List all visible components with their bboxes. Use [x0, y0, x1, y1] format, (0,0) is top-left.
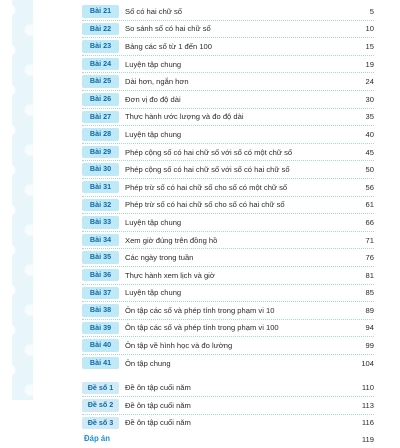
lesson-row[interactable] [82, 37, 374, 55]
lesson-row[interactable] [82, 301, 374, 319]
lesson-row-badge: Bài 27 [82, 111, 119, 124]
lesson-row-title: Dài hơn, ngắn hơn [125, 77, 189, 87]
lesson-row-badge: Bài 29 [82, 146, 119, 159]
lesson-row[interactable] [82, 266, 374, 284]
left-margin-strip [0, 0, 12, 400]
exam-list [82, 379, 374, 431]
exam-row-page: 116 [361, 418, 374, 428]
lesson-row-page: 104 [361, 358, 374, 368]
lesson-row-page: 76 [365, 253, 374, 263]
lesson-row-title: Phép trừ số có hai chữ số cho số có một chữ số [125, 182, 288, 192]
lesson-row[interactable] [82, 108, 374, 126]
lesson-row-title: Số có hai chữ số [125, 6, 183, 16]
lesson-row-title: Ôn tập về hình học và đo lường [125, 341, 233, 351]
lesson-row-page: 24 [365, 77, 374, 87]
lesson-row-title: So sánh số có hai chữ số [125, 24, 211, 34]
lesson-row-title: Phép cộng số có hai chữ số với số có hai chữ số [125, 165, 290, 175]
exam-row-badge: Đề số 3 [82, 417, 119, 430]
lesson-row[interactable] [82, 178, 374, 196]
lesson-row-title: Ôn tập chung [125, 358, 171, 368]
lesson-row-title: Các ngày trong tuần [125, 253, 194, 263]
lesson-row-badge: Bài 26 [82, 93, 119, 106]
lesson-row-page: 5 [369, 6, 374, 16]
lesson-row-badge: Bài 23 [82, 40, 119, 53]
lesson-row-page: 30 [365, 94, 374, 104]
lesson-row[interactable] [82, 196, 374, 214]
lesson-row-badge: Bài 37 [82, 287, 119, 300]
exam-row[interactable] [82, 414, 374, 432]
exam-row-title: Đề ôn tập cuối năm [125, 418, 191, 428]
lesson-row-badge: Bài 30 [82, 163, 119, 176]
exam-row-badge: Đề số 1 [82, 382, 119, 395]
lesson-row[interactable] [82, 248, 374, 266]
lesson-row[interactable] [82, 336, 374, 354]
lesson-row-badge: Bài 33 [82, 216, 119, 229]
lesson-row-page: 89 [365, 305, 374, 315]
lesson-row-page: 71 [365, 235, 374, 245]
lesson-row-badge: Bài 22 [82, 23, 119, 36]
lesson-row-badge: Bài 25 [82, 75, 119, 88]
lesson-row-title: Luyện tập chung [125, 59, 182, 69]
lesson-row-badge: Bài 40 [82, 339, 119, 352]
lesson-row-title: Ôn tập các số và phép tính trong phạm vi 100 [125, 323, 279, 333]
lesson-row-badge: Bài 32 [82, 199, 119, 212]
lesson-row-title: Luyện tập chung [125, 288, 182, 298]
lesson-row-title: Luyện tập chung [125, 217, 182, 227]
lesson-row[interactable] [82, 125, 374, 143]
lesson-row-title: Đơn vị đo độ dài [125, 94, 181, 104]
answers-page: 119 [361, 435, 374, 445]
lesson-row-title: Xem giờ đúng trên đồng hồ [125, 235, 218, 245]
lesson-row-page: 99 [365, 341, 374, 351]
lesson-row-page: 94 [365, 323, 374, 333]
lesson-row[interactable] [82, 20, 374, 38]
lesson-row-page: 19 [365, 59, 374, 69]
lesson-row-title: Thực hành xem lịch và giờ [125, 270, 215, 280]
lesson-row[interactable] [82, 3, 374, 20]
lesson-row-title: Bảng các số từ 1 đến 100 [125, 41, 212, 51]
lesson-row-page: 35 [365, 112, 374, 122]
lesson-row-badge: Bài 39 [82, 322, 119, 335]
lesson-row-badge: Bài 31 [82, 181, 119, 194]
lesson-row[interactable] [82, 284, 374, 302]
lesson-row-title: Phép cộng số có hai chữ số với số có một chữ số [125, 147, 293, 157]
exam-row-page: 113 [361, 400, 374, 410]
lesson-row[interactable] [82, 319, 374, 337]
lesson-row-page: 15 [365, 41, 374, 51]
lesson-row-title: Thực hành ước lượng và đo độ dài [125, 112, 244, 122]
lesson-row-badge: Bài 35 [82, 251, 119, 264]
answers-badge: Đáp án [84, 434, 110, 444]
lesson-row-badge: Bài 28 [82, 128, 119, 141]
table-of-contents [82, 3, 374, 448]
lesson-row[interactable] [82, 231, 374, 249]
exam-row-title: Đề ôn tập cuối năm [125, 400, 191, 410]
lesson-row[interactable] [82, 213, 374, 231]
lesson-row[interactable] [82, 72, 374, 90]
lesson-row-page: 56 [365, 182, 374, 192]
lesson-row[interactable] [82, 160, 374, 178]
lesson-row-title: Ôn tập các số và phép tính trong phạm vi 10 [125, 305, 275, 315]
answers-row[interactable] [82, 431, 374, 448]
exam-row-badge: Đề số 2 [82, 399, 119, 412]
lesson-row-page: 81 [365, 270, 374, 280]
exam-row-title: Đề ôn tập cuối năm [125, 383, 191, 393]
exam-row-page: 110 [361, 383, 374, 393]
lesson-row[interactable] [82, 90, 374, 108]
exam-row[interactable] [82, 396, 374, 414]
lesson-row-badge: Bài 24 [82, 58, 119, 71]
lesson-row-badge: Bài 41 [82, 357, 119, 370]
lesson-row-page: 45 [365, 147, 374, 157]
lesson-row-page: 50 [365, 165, 374, 175]
lesson-row[interactable] [82, 55, 374, 73]
lesson-row-badge: Bài 36 [82, 269, 119, 282]
lesson-row-title: Phép trừ số có hai chữ số cho số có hai chữ số [125, 200, 285, 210]
lesson-row-page: 61 [365, 200, 374, 210]
lesson-row-badge: Bài 38 [82, 304, 119, 317]
exam-row[interactable] [82, 379, 374, 396]
lesson-row[interactable] [82, 354, 374, 372]
lesson-row-page: 85 [365, 288, 374, 298]
lesson-row-page: 10 [365, 24, 374, 34]
lesson-row-badge: Bài 34 [82, 234, 119, 247]
lesson-row-title: Luyện tập chung [125, 129, 182, 139]
lesson-row[interactable] [82, 143, 374, 161]
lesson-row-page: 66 [365, 217, 374, 227]
lesson-row-badge: Bài 21 [82, 5, 119, 18]
lesson-row-page: 40 [365, 129, 374, 139]
lesson-list [82, 3, 374, 371]
